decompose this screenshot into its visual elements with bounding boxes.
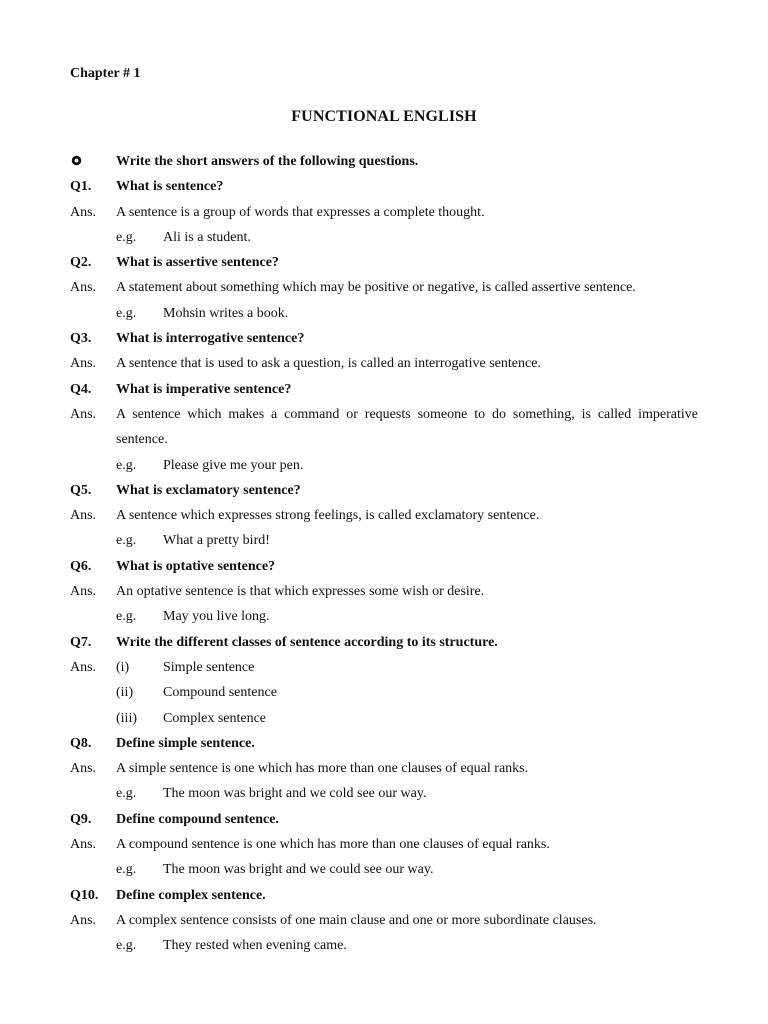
answer-text: A statement about something which may be positive or negative, is called assertive sentence.: [116, 280, 636, 296]
question-row: [70, 377, 698, 402]
answer-text: A compound sentence is one which has more than one clauses of equal ranks.: [116, 837, 550, 853]
list-number: (ii): [116, 685, 134, 701]
example-text: Please give me your pen.: [163, 457, 304, 473]
list-number: (iii): [116, 710, 137, 726]
list-item: Compound sentence: [163, 685, 277, 701]
answer-list-row: [70, 655, 698, 680]
answer-label: Ans.: [70, 761, 97, 777]
example-text: The moon was bright and we cold see our way.: [163, 786, 427, 802]
question-row: [70, 250, 698, 275]
question-number: Q5.: [70, 482, 92, 498]
example-text: May you live long.: [163, 609, 270, 625]
answer-row: [70, 351, 698, 376]
question-text: What is interrogative sentence?: [116, 331, 305, 347]
answer-label: Ans.: [70, 204, 97, 220]
question-number: Q7.: [70, 634, 92, 650]
answer-label: Ans.: [70, 912, 97, 928]
example-label: e.g.: [116, 938, 137, 954]
questions-section: [70, 149, 698, 959]
list-item: Complex sentence: [163, 710, 267, 726]
example-label: e.g.: [116, 609, 137, 625]
question-number: Q10.: [70, 887, 99, 903]
list-number: (i): [116, 659, 130, 675]
question-text: What is sentence?: [116, 179, 224, 195]
example-row: [70, 453, 698, 478]
chapter-label: Chapter # 1: [70, 66, 141, 81]
example-text: What a pretty bird!: [163, 533, 270, 549]
answer-label: Ans.: [70, 659, 97, 675]
example-row: [70, 781, 698, 806]
question-text: Define complex sentence.: [116, 887, 266, 903]
example-label: e.g.: [116, 862, 137, 878]
question-text: What is exclamatory sentence?: [116, 482, 301, 498]
answer-label: Ans.: [70, 280, 97, 296]
answer-list-row: [70, 706, 698, 731]
question-row: [70, 326, 698, 351]
answer-row: [70, 275, 698, 300]
question-text: What is imperative sentence?: [116, 381, 292, 397]
example-label: e.g.: [116, 457, 137, 473]
answer-text: A simple sentence is one which has more than one clauses of equal ranks.: [116, 761, 529, 777]
example-text: The moon was bright and we could see our way.: [163, 862, 434, 878]
answer-row: [70, 200, 698, 225]
example-label: e.g.: [116, 786, 137, 802]
instruction-row: [70, 149, 698, 174]
answer-text: An optative sentence is that which expresses some wish or desire.: [116, 584, 485, 600]
question-number: Q4.: [70, 381, 92, 397]
answer-row: [70, 756, 698, 781]
question-row: [70, 807, 698, 832]
answer-label: Ans.: [70, 508, 97, 524]
answer-label: Ans.: [70, 406, 97, 422]
example-text: Mohsin writes a book.: [163, 305, 289, 321]
question-row: [70, 174, 698, 199]
example-row: [70, 857, 698, 882]
example-row: [70, 301, 698, 326]
example-label: e.g.: [116, 533, 137, 549]
answer-row: [70, 503, 698, 528]
question-number: Q9.: [70, 811, 92, 827]
question-number: Q3.: [70, 331, 92, 347]
question-number: Q6.: [70, 558, 92, 574]
question-row: [70, 630, 698, 655]
answer-list-row: [70, 680, 698, 705]
question-text: Define compound sentence.: [116, 811, 279, 827]
page-title: FUNCTIONAL ENGLISH: [291, 108, 477, 125]
instruction-text: Write the short answers of the following questions.: [116, 154, 419, 169]
question-number: Q1.: [70, 179, 92, 195]
answer-text: A sentence which expresses strong feelings, is called exclamatory sentence.: [116, 508, 540, 524]
answer-text: A sentence is a group of words that expresses a complete thought.: [116, 204, 485, 220]
question-text: Write the different classes of sentence according to its structure.: [116, 634, 498, 650]
answer-text: A complex sentence consists of one main clause and one or more subordinate clauses.: [116, 912, 597, 928]
question-text: Define simple sentence.: [116, 735, 255, 751]
question-row: [70, 554, 698, 579]
answer-row: [70, 402, 698, 453]
question-row: [70, 478, 698, 503]
question-number: Q2.: [70, 255, 92, 271]
question-text: What is optative sentence?: [116, 558, 276, 574]
example-text: They rested when evening came.: [163, 938, 347, 954]
example-label: e.g.: [116, 229, 137, 245]
answer-label: Ans.: [70, 837, 97, 853]
answer-row: [70, 832, 698, 857]
example-row: [70, 933, 698, 958]
answer-label: Ans.: [70, 356, 97, 372]
question-text: What is assertive sentence?: [116, 255, 279, 271]
circled-bullet-icon: [71, 155, 82, 166]
answer-text: A sentence that is used to ask a question, is called an interrogative sentence.: [116, 356, 541, 372]
example-row: [70, 528, 698, 553]
example-row: [70, 225, 698, 250]
list-item: Simple sentence: [163, 659, 255, 675]
question-row: [70, 731, 698, 756]
answer-row: [70, 908, 698, 933]
example-label: e.g.: [116, 305, 137, 321]
example-text: Ali is a student.: [163, 229, 251, 245]
answer-label: Ans.: [70, 584, 97, 600]
answer-row: [70, 579, 698, 604]
example-row: [70, 604, 698, 629]
question-number: Q8.: [70, 735, 92, 751]
answer-text: A sentence which makes a command or requests someone to do something, is called imperative sentence.: [116, 406, 698, 448]
question-row: [70, 883, 698, 908]
